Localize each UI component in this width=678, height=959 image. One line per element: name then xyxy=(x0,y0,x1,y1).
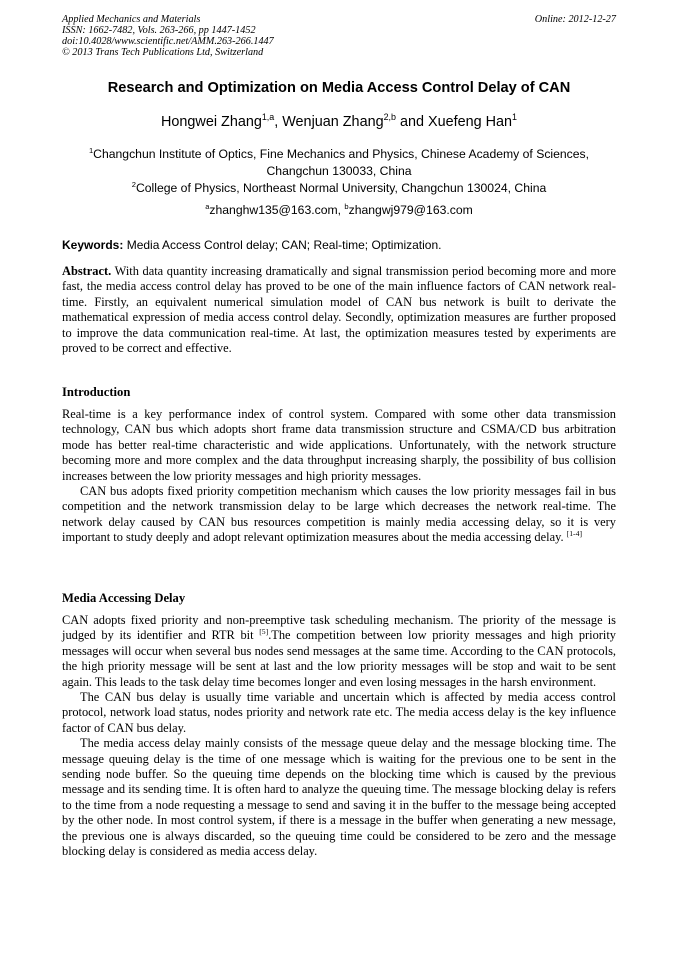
section-heading-media-accessing-delay: Media Accessing Delay xyxy=(62,591,186,605)
paragraph xyxy=(62,484,616,546)
doi-line: doi:10.4028/www.scientific.net/AMM.263-266.1447 xyxy=(62,36,274,47)
author-name: Xuefeng Han xyxy=(427,114,512,130)
introduction-body xyxy=(62,407,616,546)
affiliation-text: Changchun Institute of Optics, Fine Mechanics and Physics, Chinese Academy of Sciences, Changchun 130033, China xyxy=(93,147,590,178)
affiliation-text: College of Physics, Northeast Normal University, Changchun 130024, China xyxy=(135,181,547,195)
abstract xyxy=(62,264,616,356)
section-heading-introduction: Introduction xyxy=(62,385,131,399)
affiliation-2 xyxy=(62,180,616,197)
affiliation-mark: 1 xyxy=(88,145,94,155)
affiliation-1 xyxy=(62,146,616,180)
citation: [1-4] xyxy=(566,529,582,539)
email-mark: a xyxy=(205,201,210,211)
author-name: Hongwei Zhang xyxy=(161,114,262,130)
author-list xyxy=(62,114,616,130)
paragraph: Real-time is a key performance index of control system. Compared with some other data transmission technology, CAN bus which adopts short frame data transmission structure and CSMA/CD bus arbitration mode has better real-time characteristic and wide applications. Unfortunately, with the network structure becoming more and more complex and the data throughput increasing sharply, the possibility of bus collision increases between the low priority messages and high priority messages. xyxy=(62,407,616,483)
media-access-body xyxy=(62,613,616,860)
keywords xyxy=(62,238,616,252)
abstract-label: Abstract. xyxy=(62,264,112,278)
publication-header xyxy=(62,14,616,58)
paragraph: The media access delay mainly consists of the message queue delay and the message blocking time. The message queuing delay is the time of one message which is waiting for the previous one to be sent in the sending node buffer. So the queuing time depends on the blocking time which is caused by the previous message and its sending time. It is often hard to analyze the queuing time. The message blocking delay is refers to the time from a node requesting a message to send and saving it in the buffer to the message being accepted by the other node. In most control system, if there is a message in the buffer when generating a new message, the previous one is always discarded, so the queuing time could be considered to be zero and the message blocking delay is considered as media access delay. xyxy=(62,736,616,859)
author-affiliation-mark: 1,a xyxy=(261,112,275,123)
author-affiliation-mark: 2,b xyxy=(383,112,396,123)
email-text: zhanghw135@163.com, xyxy=(209,203,345,217)
paper-title: Research and Optimization on Media Access Control Delay of CAN xyxy=(107,80,571,96)
citation: [5] xyxy=(259,627,269,637)
author-separator: , xyxy=(274,114,283,130)
author-emails xyxy=(62,202,616,219)
issn-line: ISSN: 1662-7482, Vols. 263-266, pp 1447-1452 xyxy=(62,25,256,36)
author-separator: and xyxy=(395,114,428,130)
paragraph-text: .The competition between low priority messages and high priority messages will occur when several bus nodes send messages at the same time. According to the CAN protocols, the high priority message will be sent at last and the low priority messages will be stop and wait to be sent again. This leads to the task delay time becomes longer and even losing messages in the harsh environment. xyxy=(62,628,616,689)
email-mark: b xyxy=(344,201,349,211)
author-name: Wenjuan Zhang xyxy=(282,114,384,130)
journal-name: Applied Mechanics and Materials xyxy=(62,14,201,25)
online-date: Online: 2012-12-27 xyxy=(534,14,616,25)
paragraph xyxy=(62,613,616,690)
paragraph: The CAN bus delay is usually time variable and uncertain which is affected by media access control protocol, network load status, nodes priority and network rate etc. The media access delay is the key influence factor of CAN bus delay. xyxy=(62,690,616,735)
paragraph-text: CAN bus adopts fixed priority competition mechanism which causes the low priority messages fail in bus competition and the network transmission delay to be large which decreases the network real-time. The network delay caused by CAN bus resources competition is mainly media accessing delay, so it is very important to study deeply and adopt relevant optimization measures about the media accessing delay. xyxy=(62,484,616,545)
affiliation-mark: 2 xyxy=(131,179,136,189)
author-affiliation-mark: 1 xyxy=(512,112,517,123)
paragraph-text: CAN adopts fixed priority and non-preemptive task scheduling mechanism. The priority of the message is judged by its identifier and RTR bit xyxy=(62,613,616,643)
copyright-line: © 2013 Trans Tech Publications Ltd, Switzerland xyxy=(62,47,264,58)
abstract-text: With data quantity increasing dramatically and signal transmission period becoming more and more fast, the media access control delay has proved to be one of the main influence factors of CAN network real-time. Firstly, an equivalent numerical simulation model of CAN bus network is built to derivate the mathematical expression of media access control delay. Secondly, optimization measures are further proposed to improve the data communication real-time. At last, the optimization measures tested by experiments are proved to be correct and effective. xyxy=(62,264,616,356)
keywords-text: Media Access Control delay; CAN; Real-time; Optimization. xyxy=(123,238,442,252)
email-text: zhangwj979@163.com xyxy=(348,203,473,217)
keywords-label: Keywords: xyxy=(62,238,124,252)
